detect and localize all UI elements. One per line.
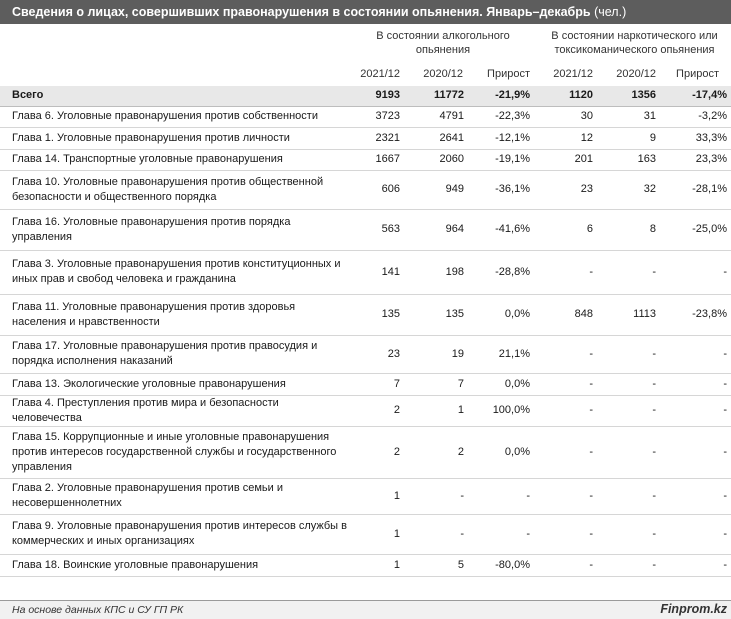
alc-growth-cell: - bbox=[470, 478, 536, 514]
total-row bbox=[0, 86, 731, 106]
group-header-drug: В состоянии наркотического или токсикоманического опьянения bbox=[551, 30, 718, 56]
alc-2021-cell: 3723 bbox=[352, 106, 406, 127]
drug-2020-cell: - bbox=[599, 554, 662, 576]
table-row bbox=[0, 127, 731, 149]
drug-2021-cell: - bbox=[536, 554, 599, 576]
drug-2021-cell: - bbox=[536, 335, 599, 373]
drug-2020-cell: 32 bbox=[599, 170, 662, 209]
alc-2021-cell: 135 bbox=[352, 294, 406, 335]
drug-growth-cell: - bbox=[662, 373, 731, 395]
row-name: Глава 6. Уголовные правонарушения против собственности bbox=[0, 106, 352, 127]
drug-2020-cell: - bbox=[599, 395, 662, 426]
alc-growth-cell: -28,8% bbox=[470, 250, 536, 294]
drug-growth-cell: -17,4% bbox=[662, 86, 731, 106]
alc-2020-cell: 5 bbox=[406, 554, 470, 576]
drug-2021-cell: 1120 bbox=[536, 86, 599, 106]
alc-2020-cell: - bbox=[406, 478, 470, 514]
drug-growth-cell: -3,2% bbox=[662, 106, 731, 127]
alc-2021-cell: 606 bbox=[352, 170, 406, 209]
alc-2020-cell: 19 bbox=[406, 335, 470, 373]
table-row bbox=[0, 106, 731, 127]
alc-2021-cell: 1 bbox=[352, 478, 406, 514]
row-name: Глава 9. Уголовные правонарушения против интересов службы в коммерческих и иных организациях bbox=[0, 514, 352, 554]
source-note: На основе данных КПС и СУ ГП РК bbox=[12, 604, 184, 616]
alc-growth-cell: -12,1% bbox=[470, 127, 536, 149]
drug-2021-cell: - bbox=[536, 426, 599, 478]
alc-growth-cell: -22,3% bbox=[470, 106, 536, 127]
drug-growth-cell: - bbox=[662, 478, 731, 514]
drug-growth-cell: - bbox=[662, 335, 731, 373]
drug-growth-cell: - bbox=[662, 250, 731, 294]
drug-growth-cell: -23,8% bbox=[662, 294, 731, 335]
table-row bbox=[0, 514, 731, 554]
row-name: Глава 4. Преступления против мира и безопасности человечества bbox=[0, 395, 352, 426]
alc-2020-cell: 2641 bbox=[406, 127, 470, 149]
drug-2021-cell: 12 bbox=[536, 127, 599, 149]
drug-growth-cell: - bbox=[662, 554, 731, 576]
drug-2020-cell: - bbox=[599, 335, 662, 373]
drug-2021-cell: 201 bbox=[536, 149, 599, 170]
alc-growth-cell: -36,1% bbox=[470, 170, 536, 209]
table-row bbox=[0, 395, 731, 426]
row-name: Всего bbox=[0, 86, 352, 106]
footer bbox=[0, 600, 731, 619]
alc-2020-cell: 135 bbox=[406, 294, 470, 335]
drug-2021-cell: - bbox=[536, 250, 599, 294]
drug-2020-cell: - bbox=[599, 426, 662, 478]
table-row bbox=[0, 554, 731, 576]
alc-2021-cell: 2 bbox=[352, 395, 406, 426]
alc-growth-cell: 0,0% bbox=[470, 373, 536, 395]
drug-growth-cell: - bbox=[662, 426, 731, 478]
drug-2021-cell: 848 bbox=[536, 294, 599, 335]
alc-2020-cell: 2060 bbox=[406, 149, 470, 170]
table-row bbox=[0, 373, 731, 395]
drug-growth-cell: -25,0% bbox=[662, 209, 731, 250]
drug-2020-cell: 1113 bbox=[599, 294, 662, 335]
alc-2020-cell: 2 bbox=[406, 426, 470, 478]
alc-growth-cell: - bbox=[470, 514, 536, 554]
row-name: Глава 1. Уголовные правонарушения против личности bbox=[0, 127, 352, 149]
drug-2020-cell: 31 bbox=[599, 106, 662, 127]
drug-2020-cell: - bbox=[599, 478, 662, 514]
alc-2020-cell: 4791 bbox=[406, 106, 470, 127]
drug-2020-cell: 8 bbox=[599, 209, 662, 250]
drug-2021-cell: - bbox=[536, 514, 599, 554]
drug-2021-cell: - bbox=[536, 478, 599, 514]
drug-2020-cell: 163 bbox=[599, 149, 662, 170]
alc-2020-cell: - bbox=[406, 514, 470, 554]
alc-growth-cell: 0,0% bbox=[470, 294, 536, 335]
table-row bbox=[0, 250, 731, 294]
table-row bbox=[0, 294, 731, 335]
row-name: Глава 2. Уголовные правонарушения против семьи и несовершеннолетних bbox=[0, 478, 352, 514]
table-row bbox=[0, 335, 731, 373]
drug-growth-cell: 23,3% bbox=[662, 149, 731, 170]
alc-2021-cell: 2321 bbox=[352, 127, 406, 149]
drug-2020-cell: - bbox=[599, 514, 662, 554]
drug-2021-cell: 23 bbox=[536, 170, 599, 209]
row-name: Глава 14. Транспортные уголовные правонарушения bbox=[0, 149, 352, 170]
row-name: Глава 10. Уголовные правонарушения против общественной безопасности и общественного порядка bbox=[0, 170, 352, 209]
alc-growth-cell: 21,1% bbox=[470, 335, 536, 373]
col-header-drug-growth: Прирост bbox=[676, 68, 719, 80]
alc-2020-cell: 11772 bbox=[406, 86, 470, 106]
alc-2020-cell: 198 bbox=[406, 250, 470, 294]
data-table bbox=[0, 86, 731, 577]
drug-2021-cell: - bbox=[536, 395, 599, 426]
table-row bbox=[0, 478, 731, 514]
row-name: Глава 15. Коррупционные и иные уголовные правонарушения против интересов государственной службы и государственного управления bbox=[0, 426, 352, 478]
col-header-drug-2020: 2020/12 bbox=[616, 68, 656, 80]
row-name: Глава 16. Уголовные правонарушения против порядка управления bbox=[0, 209, 352, 250]
group-header-alcohol: В состоянии алкогольного опьянения bbox=[376, 30, 510, 56]
col-header-alc-growth: Прирост bbox=[487, 68, 530, 80]
drug-2020-cell: - bbox=[599, 250, 662, 294]
drug-growth-cell: - bbox=[662, 395, 731, 426]
alc-2021-cell: 563 bbox=[352, 209, 406, 250]
alc-2020-cell: 949 bbox=[406, 170, 470, 209]
alc-2021-cell: 2 bbox=[352, 426, 406, 478]
row-name: Глава 13. Экологические уголовные правонарушения bbox=[0, 373, 352, 395]
alc-2020-cell: 964 bbox=[406, 209, 470, 250]
alc-growth-cell: 0,0% bbox=[470, 426, 536, 478]
alc-growth-cell: 100,0% bbox=[470, 395, 536, 426]
alc-growth-cell: -41,6% bbox=[470, 209, 536, 250]
row-name: Глава 18. Воинские уголовные правонарушения bbox=[0, 554, 352, 576]
alc-growth-cell: -21,9% bbox=[470, 86, 536, 106]
drug-2020-cell: - bbox=[599, 373, 662, 395]
table-row bbox=[0, 170, 731, 209]
drug-growth-cell: - bbox=[662, 514, 731, 554]
drug-growth-cell: 33,3% bbox=[662, 127, 731, 149]
col-header-alc-2021: 2021/12 bbox=[360, 68, 400, 80]
col-header-drug-2021: 2021/12 bbox=[553, 68, 593, 80]
alc-2021-cell: 23 bbox=[352, 335, 406, 373]
alc-2021-cell: 141 bbox=[352, 250, 406, 294]
table-title-text: Сведения о лицах, совершивших правонарушения в состоянии опьянения. Январь–декабрь bbox=[12, 5, 591, 19]
table-row bbox=[0, 426, 731, 478]
row-name: Глава 11. Уголовные правонарушения против здоровья населения и нравственности bbox=[0, 294, 352, 335]
drug-growth-cell: -28,1% bbox=[662, 170, 731, 209]
row-name: Глава 17. Уголовные правонарушения против правосудия и порядка исполнения наказаний bbox=[0, 335, 352, 373]
alc-2021-cell: 1 bbox=[352, 514, 406, 554]
alc-2021-cell: 7 bbox=[352, 373, 406, 395]
alc-2021-cell: 9193 bbox=[352, 86, 406, 106]
row-name: Глава 3. Уголовные правонарушения против конституционных и иных прав и свобод человека и гражданина bbox=[0, 250, 352, 294]
table-row bbox=[0, 209, 731, 250]
drug-2021-cell: 6 bbox=[536, 209, 599, 250]
alc-2021-cell: 1667 bbox=[352, 149, 406, 170]
brand-logo: Finprom.kz bbox=[660, 602, 727, 616]
alc-growth-cell: -80,0% bbox=[470, 554, 536, 576]
drug-2021-cell: - bbox=[536, 373, 599, 395]
drug-2021-cell: 30 bbox=[536, 106, 599, 127]
drug-2020-cell: 1356 bbox=[599, 86, 662, 106]
table-row bbox=[0, 149, 731, 170]
alc-2020-cell: 7 bbox=[406, 373, 470, 395]
table-title-unit: (чел.) bbox=[594, 5, 627, 19]
alc-2020-cell: 1 bbox=[406, 395, 470, 426]
col-header-alc-2020: 2020/12 bbox=[423, 68, 463, 80]
table-title bbox=[0, 0, 731, 24]
alc-growth-cell: -19,1% bbox=[470, 149, 536, 170]
alc-2021-cell: 1 bbox=[352, 554, 406, 576]
drug-2020-cell: 9 bbox=[599, 127, 662, 149]
